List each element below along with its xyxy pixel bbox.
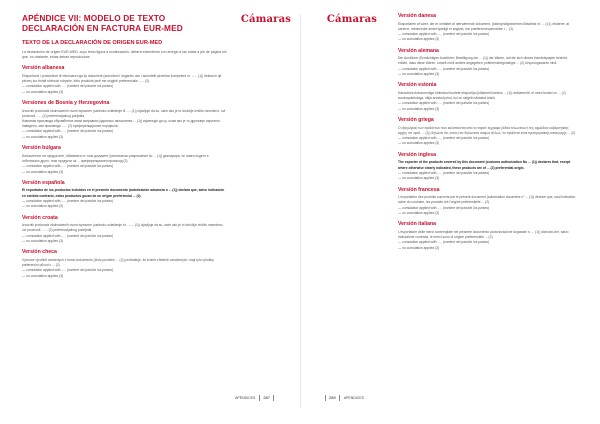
document-subtitle: TEXTO DE LA DECLARACIÓN DE ORIGEN EUR-MED — [22, 40, 163, 46]
language-section — [22, 145, 227, 175]
cumulation-option: — no cumulation applied (3) — [398, 176, 440, 181]
language-section — [22, 180, 227, 210]
declaration-text: Der Ausführer (Ermächtigter Ausführer; Bewilligung der ... (1)) der Waren, auf die sich dieses Handelspapier bezieht, erklärt, dass diese Waren, soweit nicht anders angegeben, präferenzbegünstigte ... (2) Ursprungswaren sind. — [398, 56, 568, 66]
page-number: 287 — [259, 395, 274, 401]
cumulation-option: — no cumulation applied (3) — [398, 72, 440, 77]
cumulation-option: — no cumulation applied (3) — [398, 245, 440, 250]
section-title: Versión griega — [398, 117, 434, 124]
cumulation-option: — no cumulation applied (3) — [22, 169, 64, 174]
section-title: Versión estonia — [398, 82, 437, 89]
language-section — [22, 100, 227, 140]
cumulation-option: — no cumulation applied (3) — [22, 239, 64, 243]
declaration-text: El exportador de los productos incluidos en el presente documento (autorización aduanera o ... (1)) declara que, salvo indicación en sentido contrario, estos productos gozan de un origen preferencial ... (2). — [22, 188, 225, 198]
section-title: Versión búlgara — [22, 145, 61, 152]
language-section — [398, 221, 578, 251]
language-section — [22, 249, 227, 279]
declaration-text: Käesoleva dokumendiga hõlmatud toodete eksportija (tolliameti kinnitus ... (1)) deklareerib, et need tooted on ... (2) sooduspäritoluga, välja arvatud juhul, kui on selgelt näidatud teisiti. — [398, 90, 566, 101]
right-page — [300, 0, 600, 424]
language-section — [398, 152, 578, 182]
cumulation-option: — no cumulation applied (3) — [398, 106, 440, 111]
cumulation-option: — no cumulation applied (3) — [22, 134, 64, 139]
language-section — [398, 48, 578, 78]
declaration-text: Износителят на продуктите, обхванати от този документ (митническо разрешение № ... (1)) декларира, че освен където е отбелязано друго, тези продукти са ... преференциален произход (2). — [22, 153, 209, 163]
camaras-logo — [236, 15, 296, 31]
left-page-content — [22, 13, 227, 279]
logo-wordmark: Cámaras — [326, 14, 378, 25]
declaration-text: Eksportøren af varer, der er omfattet af nærværende dokument, (toldmyndighedernes tilladelse nr. ... (1)), erklærer, at varerne, medmindre andet tydeligt er angivet, har præferenceoprindelse i ... (2). — [398, 21, 570, 31]
declaration-text: Izvoznik proizvoda obuhvaćenih ovom ispravom (carinsko ovlaštenje ili ..... (1)) izjavljuje da su, osim ako je to drukčije izričito navedeno, ovi proizvodi ...... (2) preferencijalnog porijekla. Извозник производа обухваћених овом исправом (царинско овлаштење ... (1)) изјављује да су, осим ако је то другачије изричито наведено, ови производи ...... (2) преференцијалног поријекла. — [22, 108, 226, 129]
section-title: Versión danesa — [398, 13, 437, 19]
section-title: Versión albanesa — [22, 65, 65, 72]
camaras-logo — [322, 15, 382, 31]
cumulation-option: — cumulation applied with ..... (nombre del país/de los países) — [22, 268, 114, 273]
language-section — [398, 82, 578, 112]
left-sections — [22, 65, 227, 279]
section-title: Versión francesa — [398, 186, 440, 193]
language-section — [398, 187, 578, 217]
section-title: Versión alemana — [398, 47, 439, 54]
chapter-title: APÉNDICE VII: MODELO DE TEXTO DECLARACIÓN EN FACTURA EUR-MED — [22, 13, 183, 33]
section-title: Versión checa — [22, 249, 57, 256]
left-footer — [235, 395, 274, 401]
footer-label: APÉNDICES — [343, 396, 364, 400]
logo-wordmark: Cámaras — [240, 14, 292, 25]
declaration-text: Ο εξαγωγέας των προϊόντων που καλύπτονται από το παρόν έγγραφο (άδεια τελωνείου ή της αρμόδιας κυβερνητικής αρχής υπ' αριθ. ... (1)) δηλώνει ότι, εκτός εάν δηλώνεται σαφώς άλλως, τα προϊόντα είναι προτιμησιακής καταγωγής ... (2). — [398, 125, 577, 135]
cumulation-option: — cumulation applied with ..... (nombre del país/de los países) — [22, 198, 114, 203]
section-title: Versiones de Bosnia y Herzegovina — [22, 100, 110, 107]
cumulation-option: — cumulation applied with ..... (nombre del país/de los países) — [398, 205, 490, 210]
language-section — [398, 117, 578, 147]
cumulation-option: — no cumulation applied (3) — [22, 89, 64, 94]
cumulation-option: — cumulation applied with ..... (nombre del país/de los países) — [22, 233, 114, 238]
right-page-content — [398, 13, 578, 251]
declaration-text: L'esportatore delle merci contemplate nel presente documento (autorizzazione doganale n. ... (1)) dichiara che, salvo indicazione contraria, le merci sono di origine preferenziale ... (2). — [398, 229, 569, 240]
section-title: Versión croata — [22, 214, 58, 221]
cumulation-option: — cumulation applied with ..... (nombre del país/de los países) — [22, 164, 114, 169]
cumulation-option: — no cumulation applied (3) — [398, 141, 440, 146]
cumulation-option: — no cumulation applied (3) — [398, 210, 440, 215]
cumulation-option: — no cumulation applied (3) — [398, 37, 440, 42]
page-number: 289 — [325, 395, 340, 401]
cumulation-option: — no cumulation applied (3) — [22, 204, 64, 209]
section-title: Versión inglesa — [398, 151, 437, 158]
cumulation-option: — cumulation applied with ..... (nombre del país/de los países) — [398, 31, 490, 36]
cumulation-option: — cumulation applied with ..... (nombre del país/de los países) — [22, 84, 114, 89]
footer-label: APÉNDICES — [235, 396, 256, 400]
cumulation-option: — cumulation applied with ..... (nombre del país/de los países) — [398, 66, 490, 71]
cumulation-option: — cumulation applied with ..... (nombre del país/de los países) — [22, 129, 114, 134]
declaration-text: Vývozce výrobků uvedených v tomto dokumentu (číslo povolení ... (1)) prohlašuje, že kromě zřetelně označených, mají tyto výrobky preferenční původ v ... (2). — [22, 257, 214, 268]
cumulation-option: — cumulation applied with ..... (nombre del país/de los países) — [398, 136, 490, 141]
cumulation-option: — cumulation applied with ..... (nombre del país/de los países) — [398, 101, 490, 106]
intro-paragraph: La declaración de origen EUR-MED, cuyo texto figura a continuación, deberá extenderse con arreglo a las notas a pie de página sin que, no obstante, estas deban reproducirse. — [22, 50, 227, 60]
declaration-text: Izvoznik proizvoda obuhvaćenih ovom ispravom (carinsko ovlaštenje br. ....... (1)) izjavljuje da su, osim ako je to drukčije izričito navedeno, ovi proizvodi ....... (2) preferencijalnog podrijetla. — [22, 223, 224, 233]
language-section — [398, 13, 578, 43]
right-footer — [325, 395, 364, 401]
section-title: Versión española — [22, 179, 65, 186]
declaration-text: L'exportateur des produits couverts par le présent document (autorisation douanière n° ... (1)) déclare que, sauf indication claire du contraire, les produits ont l'origine préférentielle ... (2). — [398, 195, 576, 205]
language-section — [22, 215, 227, 245]
section-title: Versión italiana — [398, 221, 437, 228]
cumulation-option: — cumulation applied with ..... (nombre del país/de los países) — [398, 170, 490, 175]
declaration-text: The exporter of the products covered by this document (customs authorization No ... (1)) declares that, except where otherwise clearly indicated, these products are of ... (2) preferential origin. — [398, 160, 571, 170]
cumulation-option: — no cumulation applied (3) — [22, 273, 64, 278]
language-section — [22, 65, 227, 95]
cumulation-option: — cumulation applied with ..... (nombre del país/de los países) — [398, 240, 490, 245]
declaration-text: Eksportuesi i produkteve të mbuluara nga ky dokument (autorizimi i doganës ose i autoritetit qeveritar kompetent nr. ...... (1)) deklaron që përveç kur është shënuar ndryshe, këto produkte janë me origjinë preferenciale ...... (2). — [22, 73, 222, 84]
